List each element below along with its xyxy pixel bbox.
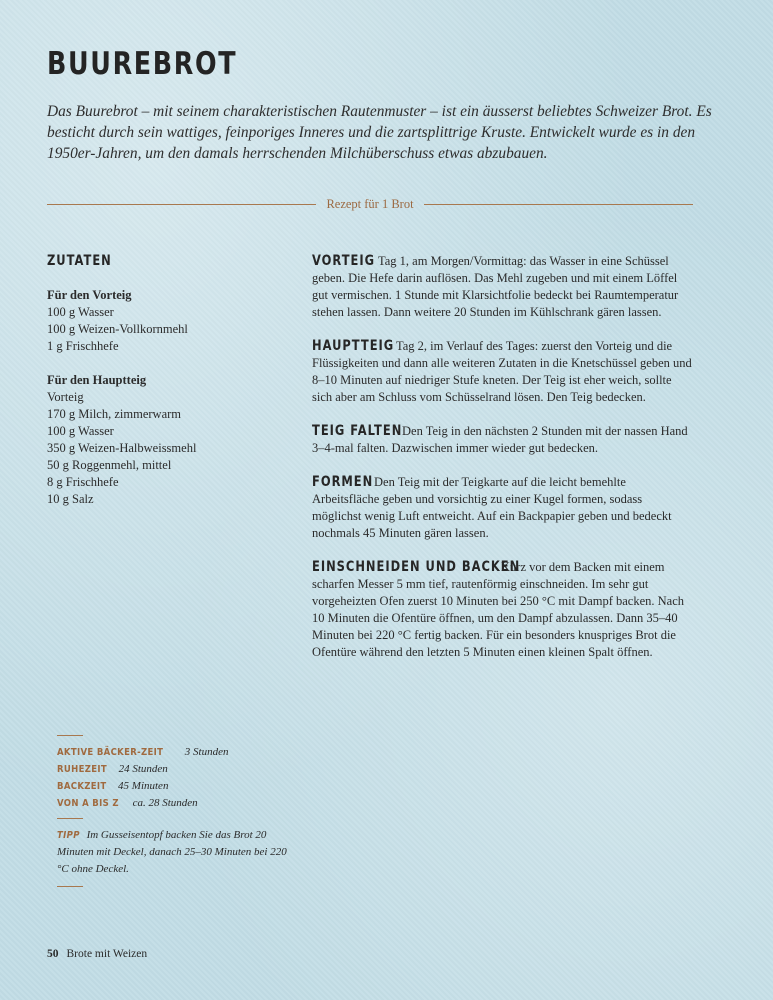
ingredients-heading: ZUTATEN	[47, 253, 112, 269]
yield-divider	[47, 195, 693, 213]
ingredient-list-vorteig	[47, 304, 287, 355]
step-text: Den Teig in den nächsten 2 Stunden mit der nassen Hand 3–4-mal falten. Dazwischen immer wieder gut bedecken.	[312, 424, 688, 455]
ingredient-item: 10 g Salz	[47, 492, 94, 506]
step-text: Den Teig mit der Teigkarte auf die leicht bemehlte Arbeitsfläche geben und vorsichtig zu einer Kugel formen, sodass möglichst wenig Luft entweicht. Auf ein Backpapier geben und bedeckt nochmals 45 Minuten gären lassen.	[312, 475, 672, 540]
timing-value: 3 Stunden	[184, 746, 229, 758]
timing-info-box	[57, 735, 287, 887]
ingredient-item: 1 g Frischhefe	[47, 339, 119, 353]
ingredient-item: 350 g Weizen-Halbweissmehl	[47, 441, 197, 455]
step-text: Kurz vor dem Backen mit einem scharfen Messer 5 mm tief, rautenförmig einschneiden. Im sehr gut vorgeheizten Ofen zuerst 10 Minuten bei 250 °C mit Dampf backen. Nach 10 Minuten die Ofentüre öffnen, um den Dampf abzulassen. Dann 35–40 Minuten bei 220 °C fertig backen. Für ein besonders knuspriges Brot die Ofentüre während den letzten 5 Minuten einen kleinen Spalt öffnen.	[312, 560, 685, 659]
info-rule-bottom	[57, 886, 83, 887]
timing-item	[57, 778, 287, 795]
timing-value: 45 Minuten	[118, 780, 169, 792]
step-text: Tag 2, im Verlauf des Tages: zuerst den Vorteig und die Flüssigkeiten und dann alle weiteren Zutaten in die Knetschüssel geben und 8–10 Minuten auf niedriger Stufe kneten. Der Teig ist eher weich, sollte sich aber am Schluss vom Schüsselrand lösen. Den Teig bedecken.	[312, 339, 692, 404]
step-heading: FORMEN	[312, 474, 374, 490]
tip-label: TIPP	[57, 830, 80, 841]
info-rule-middle	[57, 818, 83, 819]
timing-label: AKTIVE BÄCKER-ZEIT	[57, 747, 164, 758]
timing-item	[57, 761, 287, 778]
timing-value: ca. 28 Stunden	[132, 797, 198, 809]
ingredient-item: 100 g Wasser	[47, 424, 114, 438]
step-teig-falten	[312, 423, 694, 457]
tip-block	[57, 827, 287, 878]
ingredient-item: 100 g Wasser	[47, 305, 114, 319]
step-heading: VORTEIG	[312, 253, 376, 269]
page-number: 50	[47, 948, 59, 960]
timing-list	[57, 744, 287, 812]
ingredient-group-title: Für den Vorteig	[47, 288, 132, 302]
ingredient-list-hauptteig	[47, 389, 287, 508]
timing-item	[57, 795, 287, 812]
step-vorteig	[312, 253, 694, 321]
ingredient-item: 50 g Roggenmehl, mittel	[47, 458, 172, 472]
step-formen	[312, 474, 694, 542]
info-rule-top	[57, 735, 83, 736]
timing-label: BACKZEIT	[57, 781, 107, 792]
step-heading: HAUPTTEIG	[312, 338, 395, 354]
ingredients-column	[47, 253, 287, 525]
yield-label: Rezept für 1 Brot	[326, 196, 414, 211]
divider-line-left	[47, 204, 316, 205]
step-heading: EINSCHNEIDEN UND BACKEN	[312, 559, 521, 575]
timing-value: 24 Stunden	[118, 763, 168, 775]
recipe-title: BUUREBROT	[47, 46, 238, 82]
tip-text: Im Gusseisentopf backen Sie das Brot 20 Minuten mit Deckel, danach 25–30 Minuten bei 220 °C ohne Deckel.	[57, 829, 287, 875]
timing-label: VON A BIS Z	[57, 798, 119, 809]
step-hauptteig	[312, 338, 694, 406]
ingredient-item: 8 g Frischhefe	[47, 475, 119, 489]
step-einschneiden-backen	[312, 559, 694, 661]
section-name: Brote mit Weizen	[66, 948, 148, 960]
ingredient-item: Vorteig	[47, 390, 84, 404]
method-column	[312, 253, 694, 678]
step-text: Tag 1, am Morgen/Vormittag: das Wasser in eine Schüssel geben. Die Hefe darin auflösen. Das Mehl zugeben und mit einem Löffel gut vermischen. 1 Stunde mit Klarsichtfolie bedeckt bei Raumtemperatur stehen lassen. Dann weitere 20 Stunden im Kühlschrank gären lassen.	[312, 254, 679, 319]
page-footer	[47, 948, 147, 960]
divider-line-right	[424, 204, 693, 205]
timing-label: RUHEZEIT	[57, 764, 108, 775]
step-heading: TEIG FALTEN	[312, 423, 403, 439]
ingredient-group-title: Für den Hauptteig	[47, 373, 147, 387]
ingredient-item: 170 g Milch, zimmerwarm	[47, 407, 181, 421]
recipe-intro: Das Buurebrot – mit seinem charakteristischen Rautenmuster – ist ein äusserst beliebtes Schweizer Brot. Es besticht durch sein wattiges, feinporiges Inneres und die zartsplittrige Kruste. Entwickelt wurde es in den 1950er-Jahren, um den damals herrschenden Milchüberschuss etwas abzubauen.	[47, 103, 712, 162]
ingredient-item: 100 g Weizen-Vollkornmehl	[47, 322, 188, 336]
timing-item	[57, 744, 287, 761]
